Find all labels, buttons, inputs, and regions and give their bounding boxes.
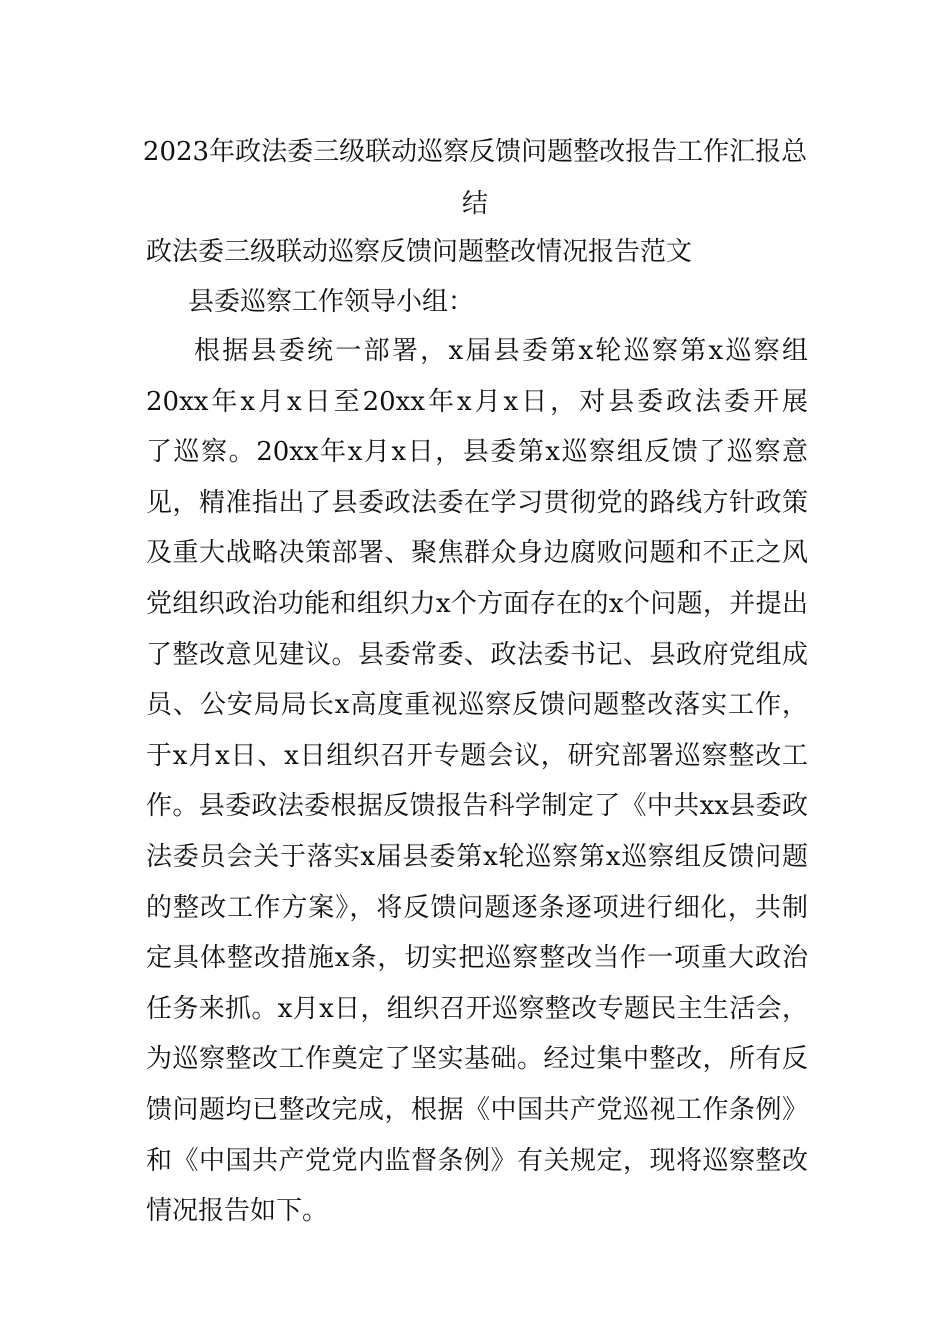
body-line: 定具体整改措施x条，切实把巡察整改当作一项重大政治 [146, 943, 808, 974]
body-line: 为巡察整改工作奠定了坚实基础。经过集中整改，所有反 [146, 1044, 808, 1075]
body-line: 见，精准指出了县委政法委在学习贯彻党的路线方针政策 [146, 487, 808, 518]
body-line: 员、公安局局长x高度重视巡察反馈问题整改落实工作， [146, 690, 808, 721]
body-line: 作。县委政法委根据反馈报告科学制定了《中共xx县委政 [146, 791, 808, 822]
body-line: 及重大战略决策部署、聚焦群众身边腐败问题和不正之风 [146, 538, 808, 569]
document-subtitle: 政法委三级联动巡察反馈问题整改情况报告范文 [146, 237, 693, 267]
body-line: 于x月x日、x日组织召开专题会议，研究部署巡察整改工 [146, 740, 808, 771]
body-paragraph [146, 326, 808, 1237]
body-line: 情况报告如下。 [146, 1196, 329, 1227]
salutation: 县委巡察工作领导小组： [188, 287, 475, 317]
body-line: 了巡察。20xx年x月x日，县委第x巡察组反馈了巡察意 [146, 437, 808, 468]
body-line: 法委员会关于落实x届县委第x轮巡察第x巡察组反馈问题 [146, 841, 808, 872]
body-line: 了整改意见建议。县委常委、政法委书记、县政府党组成 [146, 639, 808, 670]
body-line: 馈问题均已整改完成，根据《中国共产党巡视工作条例》 [146, 1094, 808, 1125]
body-line: 的整改工作方案》，将反馈问题逐条逐项进行细化，共制 [146, 892, 808, 923]
body-line: 20xx年x月x日至20xx年x月x日，对县委政法委开展 [146, 386, 808, 417]
body-line: 根据县委统一部署，x届县委第x轮巡察第x巡察组 [194, 336, 808, 366]
body-line: 任务来抓。x月x日，组织召开巡察整改专题民主生活会， [146, 993, 808, 1024]
body-line: 党组织政治功能和组织力x个方面存在的x个问题，并提出 [146, 588, 808, 619]
body-line: 和《中国共产党党内监督条例》有关规定，现将巡察整改 [146, 1145, 808, 1176]
document-title: 2023年政法委三级联动巡察反馈问题整改报告工作汇报总结 [142, 137, 808, 219]
